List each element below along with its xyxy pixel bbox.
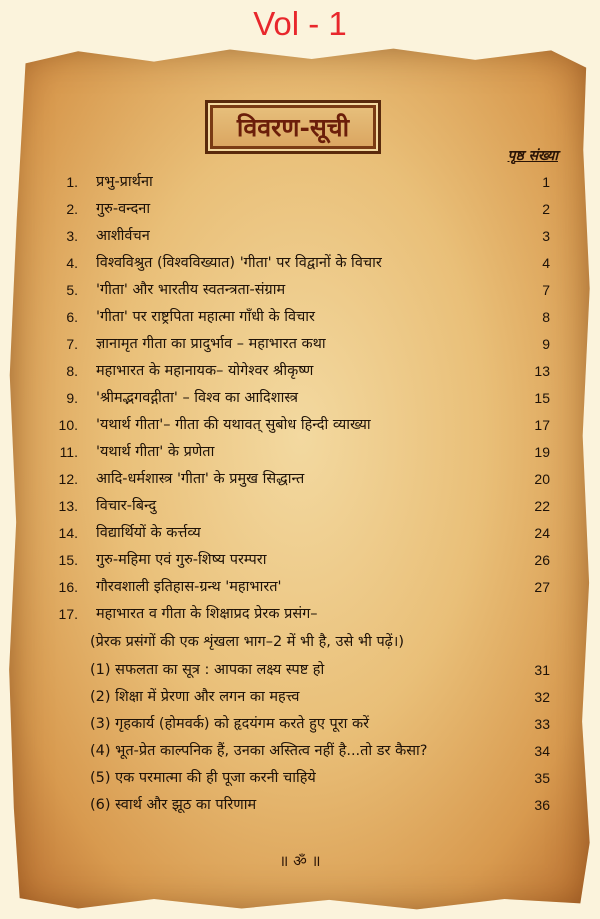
toc-row [0,441,600,463]
subentry-title: (3) गृहकार्य (होमवर्क) को हृदयंगम करते हुए पूरा करें [90,716,370,732]
toc-row [0,306,600,328]
entry-title: गौरवशाली इतिहास-ग्रन्थ 'महाभारत' [96,579,282,595]
entry-page: 3 [542,228,550,244]
page-number-column-label: पृष्ठ संख्या [507,148,558,164]
entry-title: गुरु-महिमा एवं गुरु-शिष्य परम्परा [96,552,267,568]
toc-row [0,549,600,571]
subentry-title: (5) एक परमात्मा की ही पूजा करनी चाहिये [90,770,316,786]
toc-row [0,225,600,247]
toc-row [0,333,600,355]
entry-page: 8 [542,309,550,325]
entry-number: 4. [66,255,78,271]
om-footer: ॥ ॐ ॥ [279,852,321,870]
toc-row [0,576,600,598]
entry-number: 2. [66,201,78,217]
volume-title: Vol - 1 [253,5,347,42]
entry-number: 11. [59,444,78,460]
entry-title: विद्यार्थियों के कर्त्तव्य [96,525,201,541]
toc-title: विवरण-सूची [236,113,350,142]
entry-title: 'यथार्थ गीता' के प्रणेता [96,444,215,460]
toc-row [0,360,600,382]
entry-number: 3. [66,228,78,244]
entry-number: 7. [66,336,78,352]
entry-title: ज्ञानामृत गीता का प्रादुर्भाव – महाभारत कथा [96,336,326,352]
entry-title: प्रभु-प्रार्थना [96,174,153,190]
entry-title: 'गीता' और भारतीय स्वतन्त्रता-संग्राम [96,282,286,298]
note-text: (प्रेरक प्रसंगों की एक शृंखला भाग–2 में भी है, उसे भी पढ़ें।) [90,634,404,650]
subentry-page: 34 [534,743,550,759]
toc-subrow [0,740,600,762]
entry-page: 13 [534,363,550,379]
toc-row [0,171,600,193]
toc-subrow [0,713,600,735]
entry-title: गुरु-वन्दना [96,201,151,217]
subentry-page: 32 [534,689,550,705]
entry-page: 1 [542,174,550,190]
entry-title: 'गीता' पर राष्ट्रपिता महात्मा गाँधी के विचार [96,309,315,325]
entry-page: 27 [534,579,550,595]
entry-title: 'श्रीमद्भगवद्गीता' – विश्व का आदिशास्त्र [96,390,298,406]
toc-row [0,603,600,625]
entry-number: 17. [58,606,78,622]
entry-page: 24 [534,525,550,541]
entry-page: 17 [534,417,550,433]
subentry-page: 35 [534,770,550,786]
subentry-page: 31 [534,662,550,678]
entry-page: 9 [542,336,550,352]
subentry-title: (6) स्वार्थ और झूठ का परिणाम [90,797,257,813]
entry-number: 6. [66,309,78,325]
toc-subrow [0,794,600,816]
entry-title: विश्वविश्रुत (विश्वविख्यात) 'गीता' पर विद्वानों के विचार [96,255,382,271]
toc-subrow [0,686,600,708]
entry-page: 2 [542,201,550,217]
toc-row [0,279,600,301]
entry-number: 10. [58,417,78,433]
entry-page: 15 [534,390,550,406]
toc-row [0,198,600,220]
entry-page: 22 [534,498,550,514]
entry-title: 'यथार्थ गीता'– गीता की यथावत् सुबोध हिन्दी व्याख्या [96,417,371,433]
entry-number: 13. [58,498,78,514]
toc-row [0,495,600,517]
toc-row [0,414,600,436]
entry-title: महाभारत व गीता के शिक्षाप्रद प्रेरक प्रसंग– [96,606,318,622]
toc-row [0,522,600,544]
toc-title-box [205,100,381,154]
entry-title: विचार-बिन्दु [96,498,157,514]
entry-title: महाभारत के महानायक– योगेश्वर श्रीकृष्ण [96,363,314,379]
entry-title: आदि-धर्मशास्त्र 'गीता' के प्रमुख सिद्धान्त [96,471,305,487]
entry-number: 1. [66,174,78,190]
subentry-title: (1) सफलता का सूत्र : आपका लक्ष्य स्पष्ट हो [90,662,325,678]
subentry-page: 33 [534,716,550,732]
entry-page: 7 [542,282,550,298]
entry-number: 14. [58,525,78,541]
entry-number: 16. [58,579,78,595]
toc-row [0,387,600,409]
subentry-title: (2) शिक्षा में प्रेरणा और लगन का महत्त्व [90,689,300,705]
entry-number: 12. [58,471,78,487]
toc-note [0,631,600,653]
entry-number: 9. [66,390,78,406]
entry-page: 4 [542,255,550,271]
entry-page: 19 [534,444,550,460]
entry-title: आशीर्वचन [96,228,150,244]
entry-number: 5. [66,282,78,298]
entry-number: 8. [66,363,78,379]
entry-number: 15. [58,552,78,568]
subentry-title: (4) भूत-प्रेत काल्पनिक हैं, उनका अस्तित्व नहीं है...तो डर कैसा? [90,743,428,759]
toc-subrow [0,659,600,681]
entry-page: 20 [534,471,550,487]
toc-row [0,468,600,490]
toc-row [0,252,600,274]
entry-page: 26 [534,552,550,568]
toc-subrow [0,767,600,789]
subentry-page: 36 [534,797,550,813]
